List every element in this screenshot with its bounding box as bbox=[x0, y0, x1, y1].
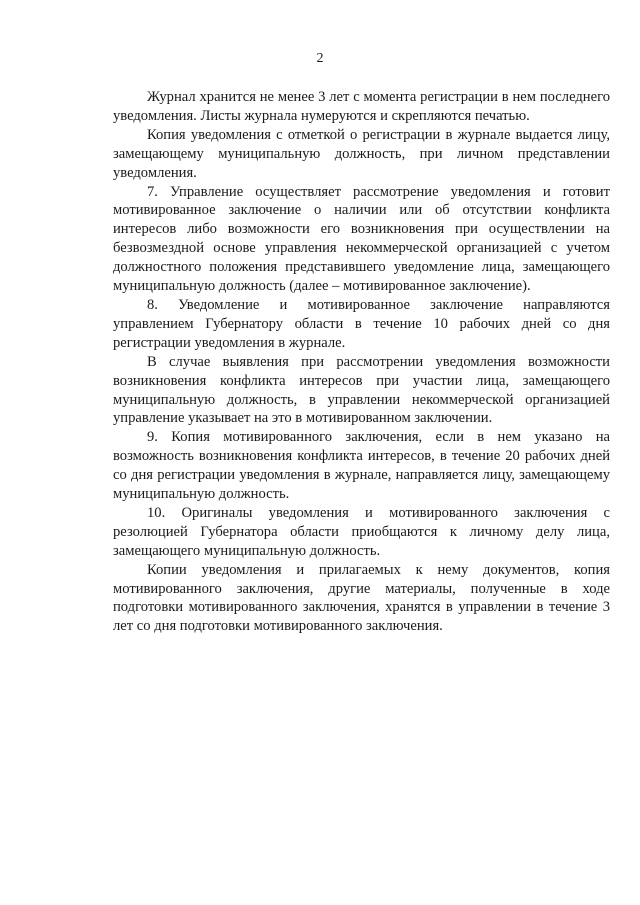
paragraph-item-8: 8. Уведомление и мотивированное заключение направляются управлением Губернатору области в течение 10 рабочих дней со дня регистрации уведомления в журнале. bbox=[113, 296, 610, 351]
paragraph-conflict-case: В случае выявления при рассмотрении уведомления возможности возникновения конфликта интересов при участии лица, замещающего муниципальную должность, в управлении некоммерческой организацией управление указывает на это в мотивированном заключении. bbox=[113, 353, 610, 427]
paragraph-journal-storage: Журнал хранится не менее 3 лет с момента регистрации в нем последнего уведомления. Листы журнала нумеруются и скрепляются печатью. bbox=[113, 89, 610, 124]
paragraph-documents-storage: Копии уведомления и прилагаемых к нему документов, копия мотивированного заключения, другие материалы, полученные в ходе подготовки мотивированного заключения, хранятся в управлении в течение 3 лет со дня подготовки мотивированного заключения. bbox=[113, 561, 610, 635]
paragraph-item-7: 7. Управление осуществляет рассмотрение уведомления и готовит мотивированное заключение о наличии или об отсутствии конфликта интересов либо возможности его возникновения при осуществлении на безвозмездной основе управления некоммерческой организацией с учетом должностного положения представившего уведомление лица, замещающего муниципальную должность (далее – мотивированное заключение). bbox=[113, 183, 610, 295]
paragraph-item-9: 9. Копия мотивированного заключения, если в нем указано на возможность возникновения конфликта интересов, в течение 20 рабочих дней со дня регистрации уведомления в журнале, направляется лицу, замещающему муниципальную должность. bbox=[113, 429, 610, 503]
document-body bbox=[113, 88, 610, 636]
paragraph-notice-copy: Копия уведомления с отметкой о регистрации в журнале выдается лицу, замещающему муниципальную должность, при личном представлении уведомления. bbox=[113, 126, 610, 181]
paragraph-item-10: 10. Оригиналы уведомления и мотивированного заключения с резолюцией Губернатора области приобщаются к личному делу лица, замещающего муниципальную должность. bbox=[113, 504, 610, 559]
page-number: 2 bbox=[316, 51, 324, 66]
